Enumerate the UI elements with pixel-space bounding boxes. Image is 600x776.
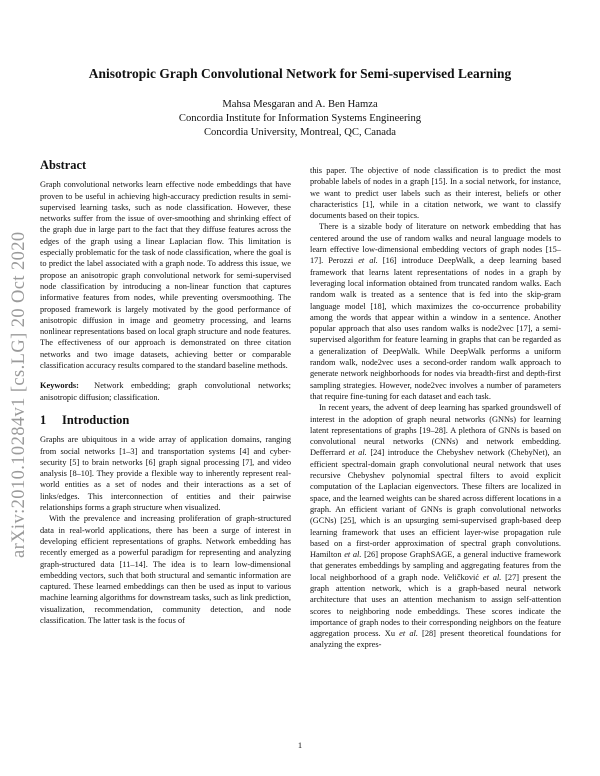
abstract-heading: Abstract: [40, 158, 87, 172]
text-run: [16] introduce DeepWalk, a deep learning based framework that learns latent representations of nodes in a graph by leveraging local information obtained from truncated random walks. Each random walk is treated as a sentence that is fed into the skip-gram language model [18], which maximizes the co-occurrence probability among the words that appear within a window in a sentence. Another popular approach that also uses random walks is node2vec [17], a semi-supervised algorithm for feature learning in graphs that can be regarded as a generalization of DeepWalk. While DeepWalk performs a uniform random walk, node2vec uses a second-order random walk approach to generate network neighborhoods for nodes via breadth-first and depth-first sampling strategies. However, node2vec involves a number of parameters that require fine-tuning for each dataset and each task.: [310, 256, 561, 401]
right-paragraph-1: this paper. The objective of node classification is to predict the most probable labels of nodes in a graph [15]. In a social network, for instance, we want to predict user labels such as their interest, beliefs or other characteristics [1], while in a citation network, we want to classify documents based on their topics.: [310, 166, 561, 221]
page-number: 1: [297, 740, 303, 750]
right-paragraph-3: [310, 402, 561, 651]
text-run: [24] introduce the Chebyshev network (ChebyNet), an efficient spectral-domain graph convolutional neural network that uses recursive Chebyshev polynomial spectral filters to avoid explicit computation of the Laplacian eigenvectors. These filters are localized in space, and the learned weights can be shared across different locations in a graph. An efficient variant of GNNs is graph convolutional networks (GCNs) [25], which is an upsurging semi-supervised graph-based deep learning framework that uses an efficient layer-wise propagation rule based on a first-order approximation of spectral graph convolutions. Hamilton: [310, 448, 561, 560]
text-run: [27] present the graph attention network, which is a graph-based neural network architecture that uses an attention mechanism to assign self-attention scores to neighboring node embeddings. These scores indicate the importance of graph nodes to their corresponding neighbors on the feature aggregation process. Xu: [310, 572, 561, 639]
citation-etal: et al.: [344, 550, 362, 560]
keywords-label: Keywords:: [40, 381, 79, 391]
text-run: There is a sizable body of literature on network embedding that has centered around the use of random walks and neural language models to learn effective low-dimensional embedding vectors of graph nodes [15–17]. Perozzi: [310, 222, 561, 266]
keywords-text: Network embedding; graph convolutional networks; anisotropic diffusion; classification.: [40, 381, 292, 402]
affiliation-line-1: Concordia Institute for Information Systems Engineering: [178, 113, 422, 124]
arxiv-identifier: arXiv:2010.10284v1 [cs.LG] 20 Oct 2020: [9, 231, 29, 558]
citation-etal: et al.: [348, 448, 367, 458]
section-title: Introduction: [62, 412, 130, 427]
keywords: [40, 380, 291, 403]
text-run: [26] propose GraphSAGE, a general inductive framework that generates embeddings by sampling and aggregating features from the local neighborhood of a graph node. Veličković: [310, 550, 561, 582]
intro-paragraph-1: Graphs are ubiquitous in a wide array of application domains, ranging from social networks [1–3] and transportation systems [4] and cyber-security [5] to brain networks [6] graph signal processing [7], and video analysis [8–10]. They provide a flexible way to inherently represent real-world entities as a set of nodes and their interactions as a set of links/edges. This interconnection of entities and their pairwise relationships forms a graph structure when visualized.: [40, 435, 291, 513]
citation-etal: et al.: [399, 629, 418, 639]
text-run: [28] present theoretical foundations for analyzing the expres-: [310, 629, 561, 650]
author-block: [40, 98, 560, 140]
affiliation-line-2: Concordia University, Montreal, QC, Canada: [203, 127, 397, 138]
intro-paragraph-2: With the prevalence and increasing proliferation of graph-structured data in real-world applications, there has been a surge of interest in developing efficient representations of graphs. Network embedding has recently emerged as a powerful paradigm for representing and analyzing graph-structured data [11–14]. The idea is to learn low-dimensional embedding vectors, such that both structural and semantic information are captured. These learned embeddings can then be used as input to various machine learning algorithms for downstream tasks, such as link prediction, visualization, recommendation, community detection, and node classification. The latter task is the focus of: [40, 514, 291, 625]
section-number: 1: [40, 412, 47, 427]
paper-title: Anisotropic Graph Convolutional Network for Semi-supervised Learning: [88, 66, 512, 81]
author-names: Mahsa Mesgaran and A. Ben Hamza: [222, 99, 378, 110]
citation-etal: et al.: [482, 572, 502, 582]
abstract-text: Graph convolutional networks learn effective node embeddings that have proven to be useful in achieving high-accuracy prediction results in semi-supervised learning tasks, such as node classification. However, these networks suffer from the issue of over-smoothing and shrinking effect of the graph due in large part to the fact that they diffuse features across the edges of the graph using a linear Laplacian flow. This limitation is especially problematic for the task of node classification, where the goal is to predict the label associated with a graph node. To address this issue, we propose an anisotropic graph convolutional network for semi-supervised node classification by introducing a non-linear function that captures informative features from nodes, while preventing oversmoothing. The proposed framework is largely motivated by the good performance of anisotropic diffusion in image and geometry processing, and learns nonlinear representations based on local graph structure and node features. The effectiveness of our approach is demonstrated on three citation networks and two image datasets, achieving better or comparable classification accuracy results compared to the standard baseline methods.: [40, 180, 291, 371]
citation-etal: et al.: [358, 256, 378, 266]
text-run: In recent years, the advent of deep learning has sparked groundswell of interest in the adoption of graph neural networks (GNNs) for learning latent representations of graphs [19–28]. A plethora of GNNs is based on convolutional neural networks (CNNs) and network embedding. Defferrard: [310, 403, 561, 458]
introduction-heading: [40, 412, 291, 427]
right-paragraph-2: [310, 221, 561, 402]
right-column: [310, 165, 561, 651]
left-column: [40, 160, 291, 626]
